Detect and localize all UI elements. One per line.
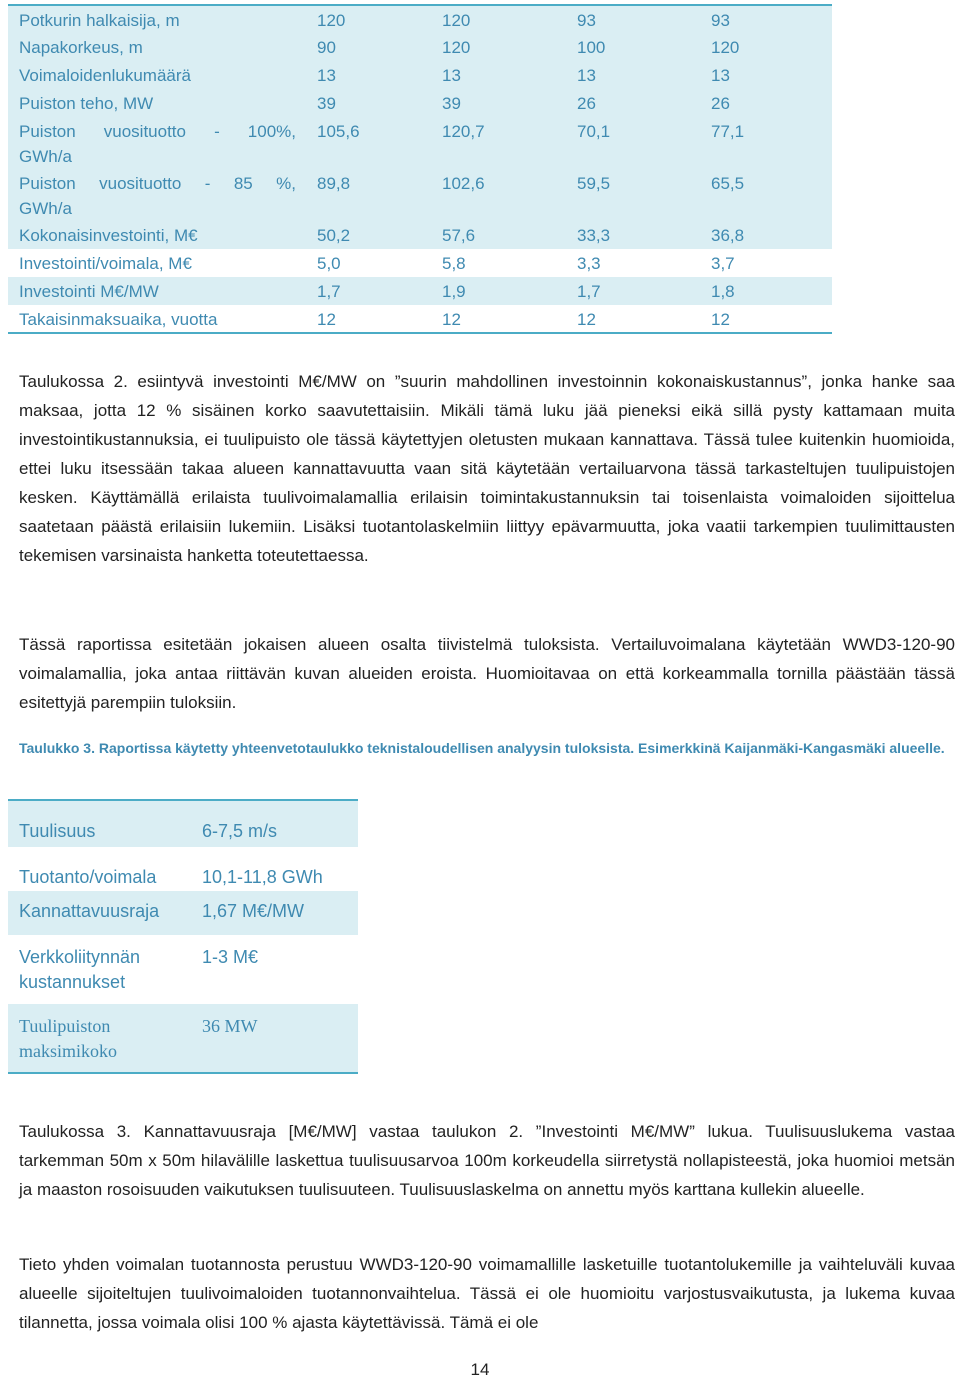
paragraph-production-info: Tieto yhden voimalan tuotannosta perustuu WWD3-120-90 voimamallille lasketuille tuotantolukemille ja vaihteluväli kuvaa alueelle sijoiteltujen tuulivoimaloiden tuotannonvaihtelua. Tässä ei ole huomioitu varjostusvaikutusta, ja lukema kuvaa tilannetta, jossa voimala olisi 100 % ajasta käytettävissä. Tämä ei ole (19, 1255, 955, 1332)
summary-table (8, 799, 358, 1074)
table-row: Voimaloidenlukumäärä 13 13 13 13 (8, 61, 832, 89)
table-row: Kokonaisinvestointi, M€ 50,2 57,6 33,3 36,8 (8, 221, 832, 249)
table-row: Puiston vuosituotto - 100%, GWh/a 105,6 120,7 70,1 77,1 (8, 117, 832, 169)
row-label: Puiston vuosituotto - 100%, (19, 122, 296, 141)
paragraph-report-summary: Tässä raportissa esitetään jokaisen alueen osalta tiivistelmä tuloksista. Vertailuvoimalana käytetään WWD3-120-90 voimalamallia, joka antaa riittävän kuvan alueiden eroista. Huomioitavaa on että korkeammalla tornilla päästään tässä esitettyjä parempiin tuloksiin. (19, 635, 955, 712)
table-row: Puiston vuosituotto - 85 %, GWh/a 89,8 102,6 59,5 65,5 (8, 169, 832, 221)
table-row: Tuotanto/voimala 10,1-11,8 GWh (19, 867, 323, 887)
table-row: Puiston teho, MW 39 39 26 26 (8, 89, 832, 117)
table-row: Kannattavuusraja 1,67 M€/MW (8, 891, 358, 935)
table-row: Tuulisuus 6-7,5 m/s (8, 800, 358, 847)
table3-caption: Taulukko 3. Raportissa käytetty yhteenvetotaulukko teknistaloudellisen analyysin tuloksista. Esimerkkinä Kaijanmäki-Kangasmäki alueelle. (19, 740, 945, 756)
table-row: Napakorkeus, m 90 120 100 120 (8, 33, 832, 61)
table-row: Takaisinmaksuaika, vuotta 12 12 12 12 (8, 305, 832, 333)
table-row: Verkkoliitynnän kustannukset 1-3 M€ (19, 947, 259, 992)
table-row: Potkurin halkaisija, m 120 120 93 93 (8, 5, 832, 33)
table-row: Investointi M€/MW 1,7 1,9 1,7 1,8 (8, 277, 832, 305)
table-row: Tuulipuiston maksimikoko 36 MW (8, 1004, 358, 1073)
wind-park-comparison-table (8, 4, 832, 334)
row-label: Puiston vuosituotto - 85 %, (19, 174, 296, 193)
page-number: 14 (470, 1360, 490, 1379)
paragraph-investment-explanation: Taulukossa 2. esiintyvä investointi M€/MW on ”suurin mahdollinen investoinnin kokonaiskustannus”, jonka hanke saa maksaa, jotta 12 % sisäinen korko saavutettaisiin. Mikäli tämä luku jää pieneksi eikä sillä pysty kattamaan muita investointikustannuksia, ei tuulipuisto ole tässä käytettyjen oletusten mukaan kannattava. Tässä tulee kuitenkin huomioida, ettei luku itsessään takaa alueen kannattavuutta vaan sitä käytetään vertailuarvona tässä tarkasteltujen tuulipuistojen kesken. Käyttämällä erilaista tuulivoimalamallia erilaisin toimintakustannuksin tai toisenlaista voimaloiden sijoittelua saatetaan päästä erilaisiin lukemiin. Lisäksi tuotantolaskelmiin liittyy epävarmuutta, joka vaatii tarkempien tuulimittausten tekemisen varsinaista hanketta toteutettaessa. (19, 372, 955, 565)
table-row: Investointi/voimala, M€ 5,0 5,8 3,3 3,7 (19, 254, 735, 273)
paragraph-table3-explanation: Taulukossa 3. Kannattavuusraja [M€/MW] vastaa taulukon 2. ”Investointi M€/MW” lukua. Tuulisuuslukema vastaa tarkemman 50m x 50m hilavälille laskettua tuulisuusarvoa 100m korkeudella siirretystä nollapisteestä, joka huomioi metsän ja maaston rosoisuuden vaikutuksen tuulisuuteen. Tuulisuuslaskelma on annettu myös karttana kullekin alueelle. (19, 1122, 955, 1199)
